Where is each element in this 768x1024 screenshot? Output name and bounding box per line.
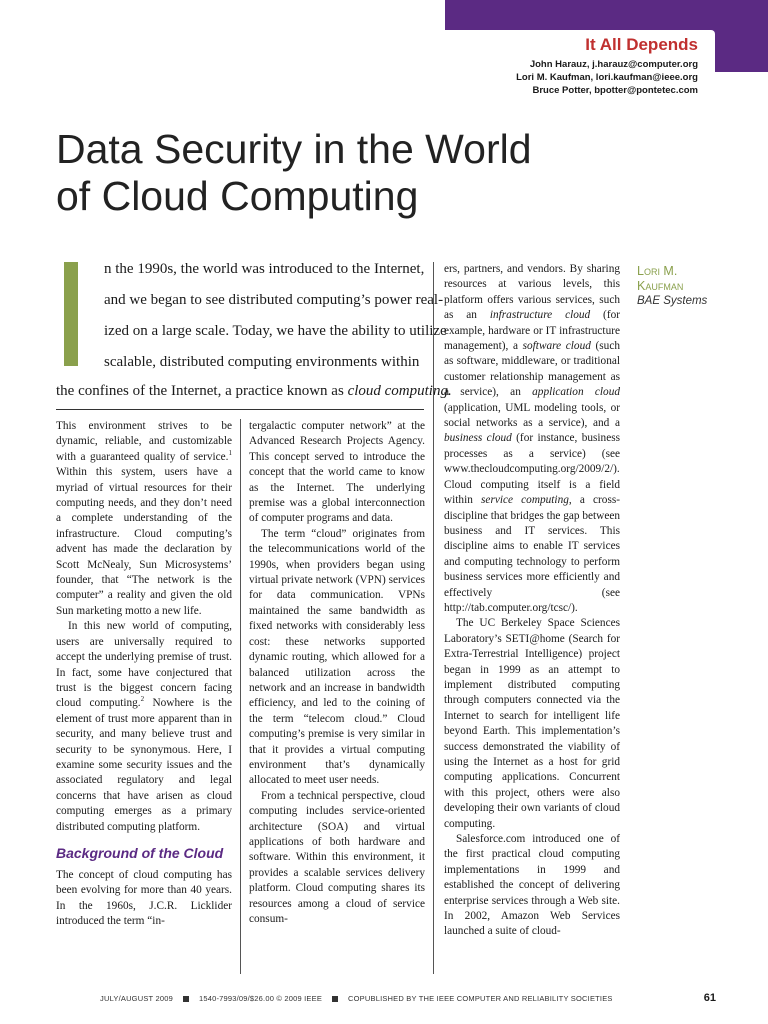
lead-line-last	[56, 378, 452, 404]
lead-line: n the 1990s, the world was introduced to the Internet,	[104, 261, 425, 277]
lead-line: scalable, distributed computing environments within	[104, 354, 420, 370]
text: ers, partners, and vendors. By sharing resources at various levels, this platform offers various services, such as an	[444, 263, 620, 322]
paragraph	[56, 619, 232, 835]
paragraph: Salesforce.com introduced one of the first practical cloud computing implementations in 1999 and established the concept of delivering enterprise services through a Web site. In 2002, Amazon Web Services launched a suite of cloud-	[444, 833, 620, 938]
emphasis: service computing	[481, 494, 569, 507]
paragraph: The UC Berkeley Space Sciences Laboratory’s SETI@home (Search for Extra-Terrestrial Intelligence) project began in 1999 as an attempt to implement distributed computing through computers connected via the Internet to search for intelligent life beyond Earth. This implementation’s success demonstrated the viability of using the Internet as a host for grid computing applications. Concurrent with this project, others were also developing their own variants of cloud computing.	[444, 617, 620, 830]
editor-line: Bruce Potter, bpotter@pontetec.com	[532, 85, 698, 96]
paragraph: tergalactic computer network” at the Advanced Research Projects Agency. This concept served to introduce the concept that the world came to know as the Internet. The underlying premise was a global interconnection of computer programs and data.	[249, 420, 425, 525]
text: This environment strives to be dynamic, reliable, and customizable with a guaranteed quality of service.	[56, 420, 232, 463]
lead-divider	[56, 409, 424, 410]
emphasis: application cloud	[532, 386, 620, 399]
footnote-ref[interactable]: 2	[140, 695, 145, 704]
paragraph: The concept of cloud computing has been evolving for more than 40 years. In the 1960s, J.C.R. Licklider introduced the term “in-	[56, 868, 232, 928]
text: In this new world of computing, users are universally required to accept the underlying premise of trust. In fact, some have conjectured that trust is the biggest concern facing cloud computing.	[56, 620, 232, 710]
emphasis: software cloud	[522, 340, 591, 353]
paragraph	[444, 262, 620, 616]
body-column-2	[249, 419, 425, 927]
footer-issue: JULY/AUGUST 2009	[100, 994, 173, 1003]
lead-last-emphasis: cloud computing.	[347, 383, 452, 399]
emphasis: business cloud	[444, 432, 512, 445]
page-footer	[100, 994, 717, 1003]
page-number: 61	[703, 992, 716, 1004]
text: (for example, hardware or IT infrastructure management), a	[444, 309, 620, 353]
text: Nowhere is the element of trust more apparent than in security, and many believe trust and security to be synonymous. Here, I examine some security issues and the associated regulatory and legal concerns that have arisen as cloud computing emerges as a primary distributed computing platform.	[56, 697, 232, 833]
editor-line: John Harauz, j.harauz@computer.org	[529, 59, 698, 70]
lead-last-text: the confines of the Internet, a practice known as	[56, 383, 348, 399]
department-title: It All Depends	[585, 35, 698, 54]
lead-line: ized on a large scale. Today, we have the ability to utilize	[104, 323, 447, 339]
author-name: Lori M. Kaufman	[637, 264, 684, 293]
paragraph	[56, 419, 232, 619]
square-bullet-icon	[183, 996, 189, 1002]
lead-line: and we began to see distributed computing’s power real-	[104, 292, 444, 308]
paragraph: The term “cloud” originates from the telecommunications world of the 1990s, when providers began using virtual private network (VPN) services for data communication. VPNs maintained the same bandwidth as fixed networks with considerably less cost: these networks supported dynamic routing, which allowed for a balanced utilization across the network and an increase in bandwidth efficiency, and led to the coining of the term “telecom cloud.” Cloud computing’s premise is very similar in that it provides a virtual computing environment that’s dynamically allocated to meet user needs.	[249, 527, 425, 787]
text: (for instance, business processes as a service) (see www.thecloudcomputing.org/2009/2/). Cloud computing itself is a field within	[444, 432, 620, 507]
body-column-1	[56, 419, 232, 930]
article-title	[56, 126, 616, 220]
footnote-ref[interactable]: 1	[228, 449, 232, 458]
column-rule	[240, 419, 241, 974]
lead-paragraph	[56, 254, 452, 404]
text: (such as software, middleware, or traditional customer relationship management as a service), an	[444, 340, 620, 399]
column-rule	[433, 262, 434, 974]
text: (application, UML modeling tools, or social networks as a service), and a	[444, 401, 620, 430]
section-heading: Background of the Cloud	[56, 844, 224, 861]
author-affiliation: BAE Systems	[637, 295, 708, 307]
department-editors	[516, 58, 698, 97]
square-bullet-icon	[332, 996, 338, 1002]
text: Within this system, users have a myriad of virtual resources for their computing needs, and they don’t need a complete understanding of the infrastructure. Cloud computing’s advent has made the declaration by Scott McNealy, Sun Microsystems’ founder, that “The network is the computer” a reality and given the old Sun marketing motto a new life.	[56, 466, 232, 617]
text: , a cross-discipline that bridges the gap between business and IT services. This discipline aims to enable IT services and computing technology to perform business services more efficiently and effectively (see http://tab.computer.org/tcsc/).	[444, 494, 620, 614]
emphasis: infrastructure cloud	[489, 309, 591, 322]
body-column-3	[444, 262, 620, 940]
paragraph: From a technical perspective, cloud computing includes service-oriented architecture (SOA) and virtual applications of both hardware and software. Within this environment, it provides a scalable services delivery platform. Cloud computing shares its resources among a cloud of service consum-	[249, 789, 425, 925]
footer-publisher: COPUBLISHED BY THE IEEE COMPUTER AND RELIABILITY SOCIETIES	[348, 994, 613, 1003]
title-line-2: of Cloud Computing	[56, 173, 419, 219]
author-sidebar	[637, 264, 727, 309]
footer-copyright: 1540-7993/09/$26.00 © 2009 IEEE	[198, 994, 323, 1003]
title-line-1: Data Security in the World	[56, 126, 532, 172]
editor-line: Lori M. Kaufman, lori.kaufman@ieee.org	[516, 72, 698, 83]
